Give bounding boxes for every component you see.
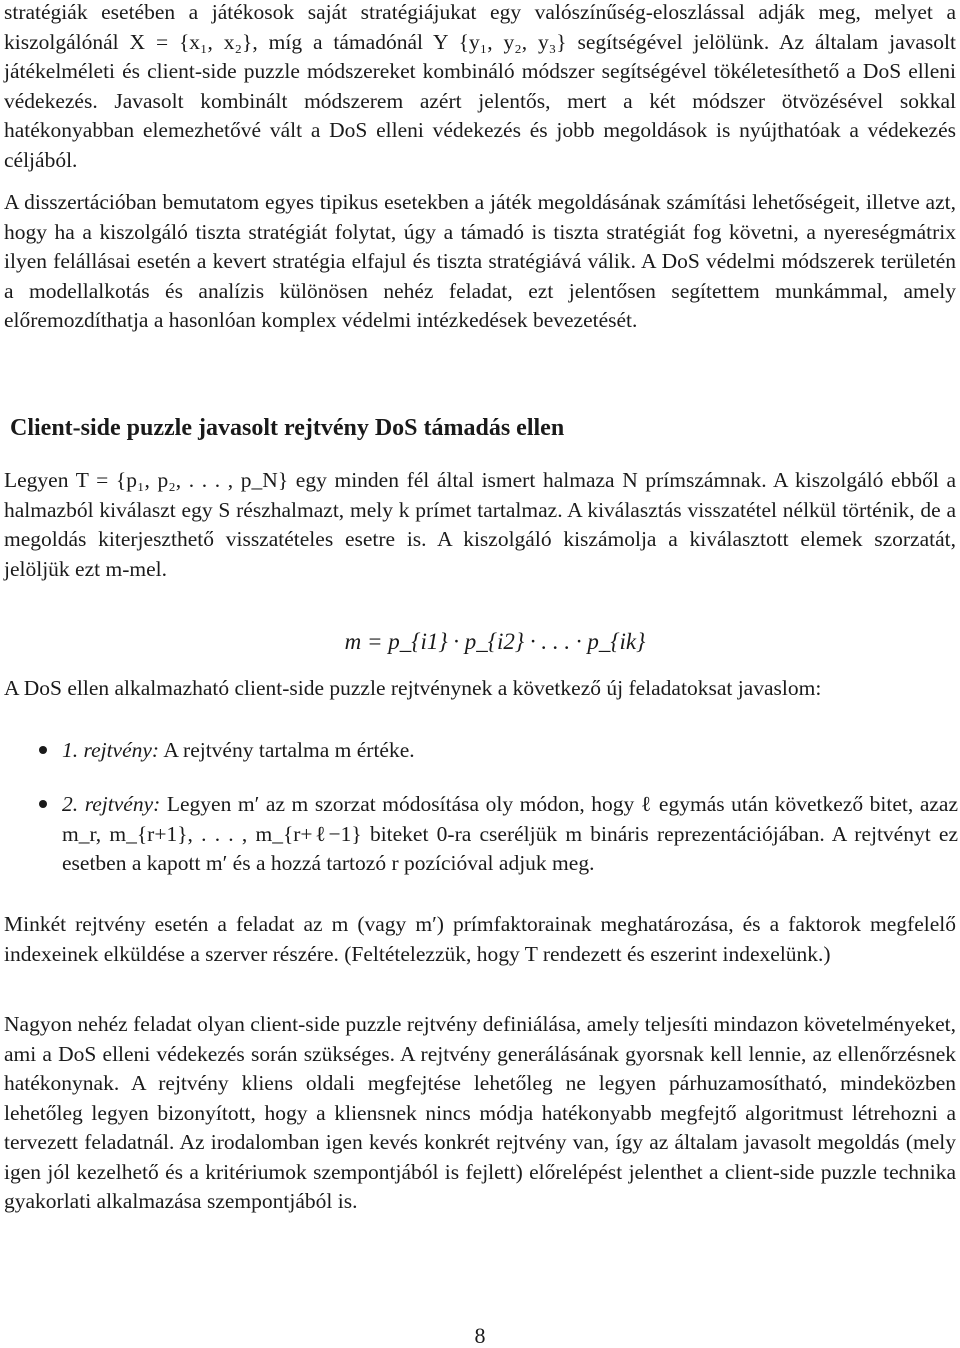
paragraph-conclusion: Nagyon nehéz feladat olyan client-side puzzle rejtvény definiálása, amely teljesíti mindazon követelményeket, ami a DoS elleni védekezés során szükséges. A rejtvény generálásának gyorsnak kell lennie, az ellenőrzésnek hatékonynak. A rejtvény kliens oldali megfejtése lehetőleg ne legyen párhuzamosítható, mindeközben lehetőleg legyen bizonyított, hogy a kliensnek nincs módja hatékonyabb megfejtő algoritmust létrehozni a tervezett feladatnál. Az irodalomban igen kevés konkrét rejtvény van, így az általam javasolt megoldás (mely igen jól kezelhető és a kritériumok szempontjából is fejlett) előrelépést jelenthet a client-side puzzle technika gyakorlati alkalmazása szempontjából is.: [4, 1012, 956, 1213]
page-number: 8: [474, 1323, 486, 1348]
equation-text: m = p_{i1} · p_{i2} · . . . · p_{ik}: [344, 629, 646, 654]
list-item-label: 2. rejtvény:: [62, 792, 161, 816]
list-item-label: 1. rejtvény:: [62, 738, 160, 762]
paragraph-both-puzzles: Minkét rejtvény esetén a feladat az m (vagy m′) prímfaktorainak meghatározása, és a faktorok megfelelő indexeinek elküldése a szerver részére. (Feltételezzük, hogy T rendezett és eszerint indexelünk.): [4, 912, 956, 966]
list-item-body: A rejtvény tartalma m értéke.: [163, 738, 415, 762]
bullet-icon: [39, 746, 47, 754]
list-item-body: Legyen m′ az m szorzat módosítása oly módon, hogy ℓ egymás után következő bitet, azaz m_r, m_{r+1}, . . . , m_{r+ℓ−1} biteket 0-ra cseréljük m bináris reprezentációjában. A rejtvényt ez esetben a kapott m′ és a hozzá tartozó r pozícióval adjuk meg.: [62, 792, 959, 875]
paragraph-dissertation-results: A disszertációban bemutatom egyes tipikus esetekben a játék megoldásának számítási lehetőségeit, illetve azt, hogy ha a kiszolgáló tiszta stratégiát folytat, úgy a támadó is tiszta stratégiát fog követni, a nyereségmátrix ilyen felállásai esetén a kevert stratégia elfajul és tiszta stratégiává válik. A DoS védelmi módszerek területén a modellalkotás és analízis különösen nehéz feladat, ezt jelentősen segítettem munkámmal, amely előremozdíthatja a hasonlóan komplex védelmi intézkedések bevezetését.: [4, 190, 956, 332]
list-item-text: [62, 790, 958, 879]
list-item-text: [62, 736, 958, 766]
paragraph-proposal-intro: A DoS ellen alkalmazható client-side puzzle rejtvénynek a következő új feladatoksat javaslom:: [4, 676, 822, 700]
paragraph-definition: Legyen T = {p₁, p₂, . . . , p_N} egy minden fél által ismert halmaza N prímszámnak. A kiszolgáló ebből a halmazból kiválaszt egy S részhalmazt, mely k prímet tartalmaz. A kiválasztás visszatétel nélkül történik, de a megoldás kiterjeszthető visszatételes esetre is. A kiszolgáló kiszámolja a kiválasztott elemek szorzatát, jelöljük ezt m-mel.: [4, 468, 956, 581]
section-title: Client-side puzzle javasolt rejtvény DoS támadás ellen: [10, 415, 565, 441]
paragraph-strategies: stratégiák esetében a játékosok saját stratégiájukat egy valószínűség-eloszlással adják meg, melyet a kiszolgálónál X = {x₁, x₂}, míg a támadónál Y {y₁, y₂, y₃} segítségével jelölünk. Az általam javasolt játékelméleti és client-side puzzle módszereket kombináló módszer segítségével tökéletesíthető a DoS elleni védekezés. Javasolt kombinált módszerem azért jelentős, mert a két módszer ötvözésével sokkal hatékonyabban elemezhetővé vált a DoS elleni védekezés és jobb megoldások is nyújthatóak a védekezés céljából.: [4, 0, 956, 172]
equation-m-product: [0, 626, 960, 658]
bullet-icon: [39, 800, 47, 808]
